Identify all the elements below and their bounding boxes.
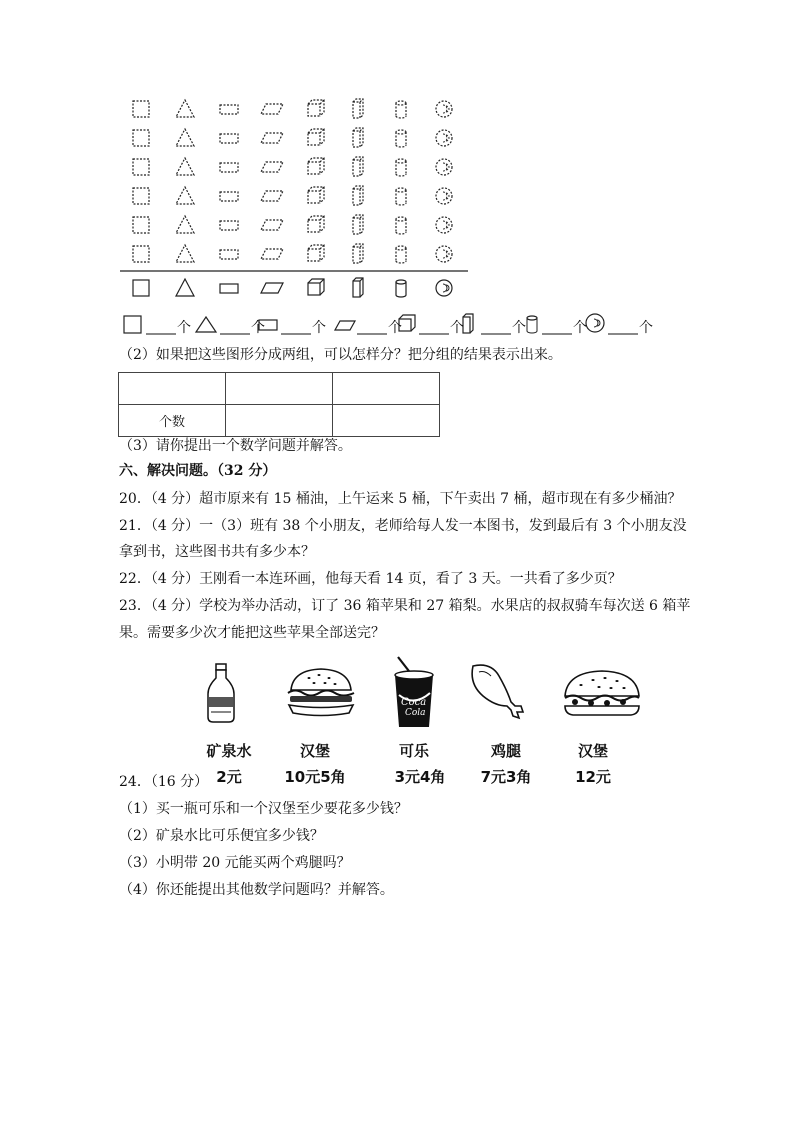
count-line <box>122 314 772 336</box>
count-line-shapes <box>122 314 772 336</box>
question-3: （3）请你提出一个数学问题并解答。 <box>119 438 352 454</box>
table-cell[interactable] <box>119 373 226 405</box>
solid-shape-row <box>133 278 452 297</box>
cuboid-icon <box>353 278 363 297</box>
cube-icon <box>308 279 324 295</box>
cola-cup-icon <box>390 655 438 729</box>
question-20: 20．（4 分）超市原来有 15 桶油，上午运来 5 桶，下午卖出 7 桶，超市现在有多少桶油？ <box>119 491 682 507</box>
food-name-3: 可乐 <box>398 742 429 760</box>
unit-label-5: 个 <box>450 320 464 336</box>
ball-icon <box>436 280 452 296</box>
chicken-leg-icon <box>465 662 527 720</box>
rectangle-icon <box>220 284 238 293</box>
unit-label-4: 个 <box>388 320 402 336</box>
dashed-shape-rows <box>133 99 452 263</box>
unit-label-2: 个 <box>251 320 265 336</box>
triangle-icon <box>176 279 194 296</box>
food-price-4: 7元3角 <box>480 768 532 786</box>
question-24-1: （1）买一瓶可乐和一个汉堡至少要花多少钱？ <box>119 801 408 817</box>
food-name-1: 矿泉水 <box>206 742 252 760</box>
square-icon <box>133 280 149 296</box>
unit-label-3: 个 <box>312 320 326 336</box>
svg-text:Cola: Cola <box>405 708 426 718</box>
table-cell[interactable] <box>333 405 440 437</box>
svg-text:Coca: Coca <box>401 697 427 708</box>
grouping-table <box>118 372 440 437</box>
food-name-5: 汉堡 <box>577 742 608 760</box>
cylinder-icon <box>396 280 406 297</box>
food-price-5: 12元 <box>575 768 611 786</box>
question-24-3: （3）小明带 20 元能买两个鸡腿吗？ <box>119 855 351 871</box>
question-24-2: （2）矿泉水比可乐便宜多少钱？ <box>119 828 324 844</box>
question-24-4: （4）你还能提出其他数学问题吗？并解答。 <box>119 882 394 898</box>
food-name-2: 汉堡 <box>299 742 330 760</box>
food-price-3: 3元4角 <box>394 768 446 786</box>
food-price-2: 10元5角 <box>284 768 346 786</box>
question-23-line2: 果。需要多少次才能把这些苹果全部送完？ <box>119 625 385 641</box>
question-24: 24．（16 分） <box>119 774 209 790</box>
table-cell[interactable] <box>333 373 440 405</box>
shapes-chart <box>0 0 794 340</box>
table-cell[interactable] <box>226 405 333 437</box>
unit-label-8: 个 <box>639 320 653 336</box>
question-23-line1: 23．（4 分）学校为举办活动，订了 36 箱苹果和 27 箱梨。水果店的叔叔骑车每次送 6 箱苹 <box>119 598 691 614</box>
unit-label-7: 个 <box>573 320 587 336</box>
unit-label-1: 个 <box>177 320 191 336</box>
hamburger-icon <box>285 666 357 718</box>
question-21-line1: 21．（4 分）一（3）班有 38 个小朋友，老师给每人发一本图书，发到最后有 3 个小朋友没 <box>119 518 687 534</box>
question-2: （2）如果把这些图形分成两组，可以怎样分？把分组的结果表示出来。 <box>119 347 562 363</box>
table-row <box>119 373 440 405</box>
unit-label-6: 个 <box>512 320 526 336</box>
table-cell[interactable] <box>226 373 333 405</box>
question-22: 22．（4 分）王刚看一本连环画，他每天看 14 页，看了 3 天。一共看了多少页？ <box>119 571 622 587</box>
parallelogram-icon <box>261 283 283 293</box>
table-row-label: 个数 <box>119 405 226 437</box>
food-name-4: 鸡腿 <box>490 742 521 760</box>
table-row <box>119 405 440 437</box>
section-heading: 六、解决问题。（32 分） <box>119 463 277 479</box>
question-21-line2: 拿到书，这些图书共有多少本？ <box>119 544 315 560</box>
sandwich-icon <box>561 668 643 718</box>
water-bottle-icon <box>203 662 239 724</box>
food-price-1: 2元 <box>216 768 242 786</box>
